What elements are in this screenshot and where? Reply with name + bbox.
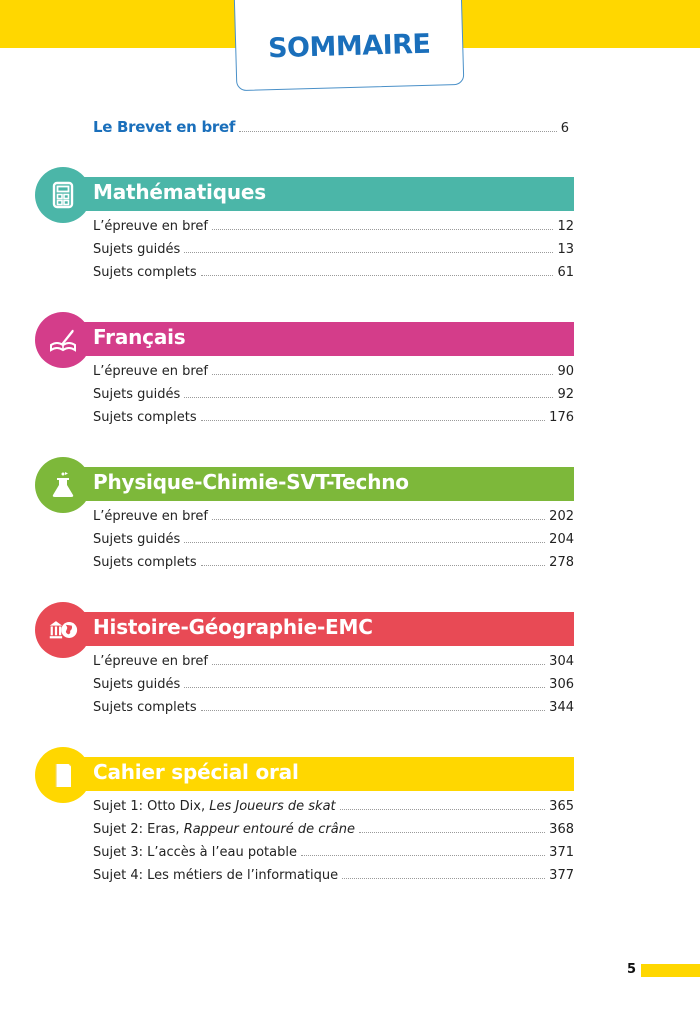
toc-entry-page: 278 [549,555,574,570]
leader-dots [184,686,545,688]
toc-entry-page: 304 [549,654,574,669]
leader-dots [201,709,546,711]
toc-entry-label: Sujets complets [93,410,197,425]
toc-entry-label: Sujets guidés [93,532,181,547]
toc-entry[interactable] [93,868,574,891]
leader-dots [212,228,553,230]
toc-entry-page: 204 [549,532,574,547]
toc-entry-label: Sujets guidés [93,387,181,402]
toc-entry[interactable] [93,845,574,868]
toc-entry-label [93,822,355,837]
leader-dots [184,251,553,253]
toc-entry-page: 368 [549,822,574,837]
leader-dots [359,831,545,833]
monument-globe-icon [35,602,91,658]
section-heading: Français [93,325,186,349]
toc-entry-label: L’épreuve en bref [93,509,209,524]
leader-dots [340,808,546,810]
toc-entry-brevet-en-bref[interactable] [93,118,569,140]
page-title: SOMMAIRE [267,28,431,65]
artwork-title: Les Joueurs de skat [209,799,336,814]
toc-entry[interactable] [93,219,574,242]
toc-entry-label [93,868,338,883]
toc-entry-label [93,799,336,814]
toc-entry-page: 377 [549,868,574,883]
toc-entry-page: 176 [549,410,574,425]
section-heading: Mathématiques [93,180,266,204]
title-card [234,0,465,91]
toc-entry-page: 202 [549,509,574,524]
toc-entry[interactable] [93,265,574,288]
toc-entry-label: Sujets guidés [93,677,181,692]
book-quill-icon [35,312,91,368]
toc-entry-page: 371 [549,845,574,860]
toc-entry[interactable] [93,700,574,723]
toc-entry[interactable] [93,509,574,532]
page-tab-yellow [641,964,700,977]
toc-entry-label: L’épreuve en bref [93,364,209,379]
toc-entry[interactable] [93,387,574,410]
leader-dots [201,274,554,276]
toc-entry-label: L’épreuve en bref [93,219,209,234]
toc-entry-page: 92 [557,387,574,402]
section-heading: Physique-Chimie-SVT-Techno [93,470,409,494]
toc-entry[interactable] [93,822,574,845]
leader-dots [184,541,545,543]
toc-entry-label: L’épreuve en bref [93,654,209,669]
label-text: Sujet 1: Otto Dix, [93,799,210,814]
section-heading: Histoire-Géographie-EMC [93,615,373,639]
toc-entry[interactable] [93,654,574,677]
leader-dots [212,373,553,375]
flask-icon [35,457,91,513]
toc-entry-label [93,845,297,860]
leader-dots [212,663,545,665]
toc-entry-page: 344 [549,700,574,715]
toc-entry[interactable] [93,555,574,578]
toc-entry-page: 306 [549,677,574,692]
toc-entry[interactable] [93,799,574,822]
toc-entry-label: Le Brevet en bref [93,118,236,136]
section-heading: Cahier spécial oral [93,760,299,784]
toc-entry-label: Sujets complets [93,265,197,280]
toc-entry[interactable] [93,364,574,387]
toc-entry-page: 90 [557,364,574,379]
label-text: Sujet 2: Eras, [93,822,184,837]
toc-entry-label: Sujets complets [93,555,197,570]
toc-entry[interactable] [93,410,574,433]
leader-dots [201,564,546,566]
leader-dots [342,877,545,879]
leader-dots [301,854,545,856]
artwork-title: Rappeur entouré de crâne [183,822,355,837]
label-text: Sujet 3: L’accès à l’eau potable [93,845,297,860]
leader-dots [184,396,553,398]
label-text: Sujet 4: Les métiers de l’informatique [93,868,339,883]
toc-entry-label: Sujets guidés [93,242,181,257]
leader-dots [201,419,546,421]
toc-entry-page: 365 [549,799,574,814]
page-number: 5 [627,962,637,977]
notebook-icon [35,747,91,803]
toc-entry[interactable] [93,532,574,555]
toc-entry[interactable] [93,242,574,265]
leader-dots [212,518,545,520]
toc-entry[interactable] [93,677,574,700]
toc-entry-page: 12 [557,219,574,234]
leader-dots [239,130,557,132]
toc-entry-page: 6 [560,121,569,136]
toc-entry-page: 61 [557,265,574,280]
toc-entry-label: Sujets complets [93,700,197,715]
toc-entry-page: 13 [557,242,574,257]
calculator-icon [35,167,91,223]
